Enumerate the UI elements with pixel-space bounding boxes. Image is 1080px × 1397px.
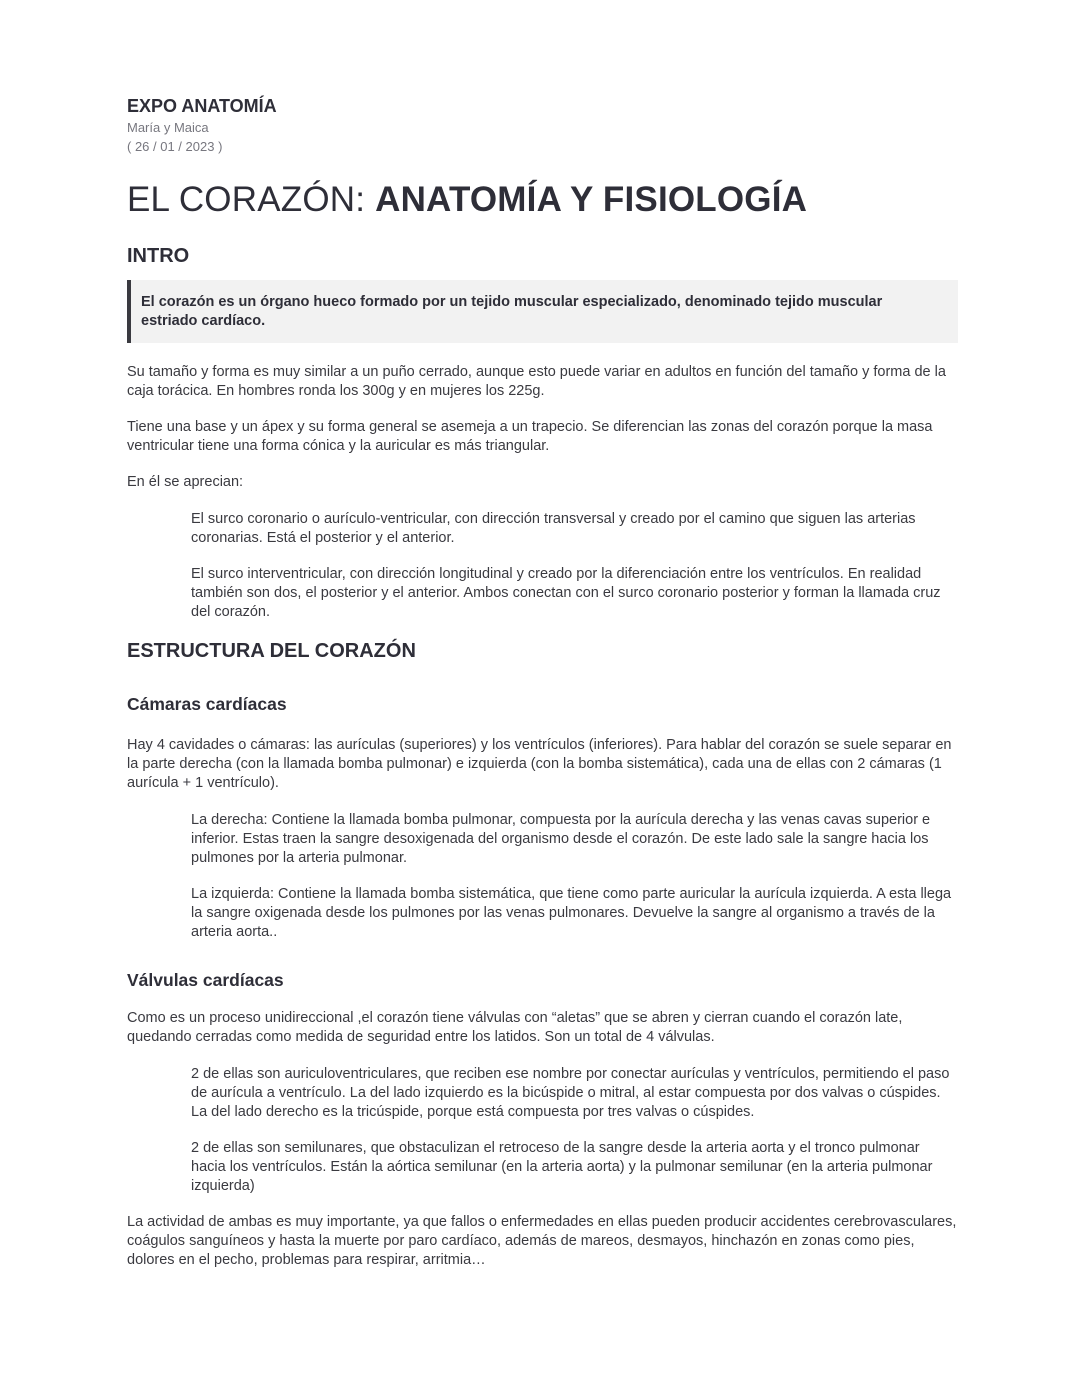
intro-heading: INTRO	[127, 245, 190, 267]
page-title-light: EL CORAZÓN:	[127, 180, 366, 219]
valvulas-list-item-2: 2 de ellas son semilunares, que obstaculizan el retroceso de la sangre desde la arteria aorta y el tronco pulmonar hacia los ventrículos. Están la aórtica semilunar (en la arteria aorta) y la pulmonar semilunar (en la arteria pulmonar izquierda)	[191, 1140, 933, 1194]
page-title-bold: ANATOMÍA Y FISIOLOGÍA	[375, 180, 808, 219]
intro-paragraph-1: Su tamaño y forma es muy similar a un puño cerrado, aunque esto puede variar en adultos en función del tamaño y forma de la caja torácica. En hombres ronda los 300g y en mujeres los 225g.	[127, 364, 946, 399]
intro-list-item-2: El surco interventricular, con dirección longitudinal y creado por la diferenciación entre los ventrículos. En realidad también son dos, el posterior y el anterior. Ambos conectan con el surco coronario posterior y forman la llamada cruz del corazón.	[191, 566, 941, 620]
camaras-list-item-1: La derecha: Contiene la llamada bomba pulmonar, compuesta por la aurícula derecha y las venas cavas superior e inferior. Estas traen la sangre desoxigenada del organismo desde el corazón. De este lado sale la sangre hacia los pulmones por la arteria pulmonar.	[191, 812, 931, 866]
intro-paragraph-3: En él se aprecian:	[127, 474, 244, 490]
valvulas-paragraph-2: La actividad de ambas es muy importante, ya que fallos o enfermedades en ellas pueden producir accidentes cerebrovasculares, coágulos sanguíneos y hasta la muerte por paro cardíaco, además de mareos, desmayos, hinchazón en zonas como pies, dolores en el pecho, problemas para respirar, arritmia…	[127, 1214, 957, 1268]
camaras-heading: Cámaras cardíacas	[127, 694, 287, 714]
intro-callout: El corazón es un órgano hueco formado por un tejido muscular especializado, denominado tejido muscular estriado cardíaco.	[127, 280, 958, 343]
expo-title: EXPO ANATOMÍA	[127, 96, 277, 116]
estructura-heading: ESTRUCTURA DEL CORAZÓN	[127, 640, 416, 662]
intro-paragraph-2: Tiene una base y un ápex y su forma general se asemeja a un trapecio. Se diferencian las zonas del corazón porque la masa ventricular tiene una forma cónica y la auricular es más triangular.	[127, 419, 933, 454]
authors: María y Maica	[127, 120, 209, 135]
camaras-list-item-2: La izquierda: Contiene la llamada bomba sistemática, que tiene como parte auricular la aurícula izquierda. A esta llega la sangre oxigenada desde los pulmones por las venas pulmonares. Devuelve la sangre al organismo a través de la arteria aorta..	[191, 886, 952, 940]
date: ( 26 / 01 / 2023 )	[127, 139, 223, 154]
page-title	[127, 178, 958, 222]
valvulas-paragraph-1: Como es un proceso unidireccional ,el corazón tiene válvulas con “aletas” que se abren y cierran cuando el corazón late, quedando cerradas como medida de seguridad entre los latidos. Son un total de 4 válvulas.	[127, 1010, 903, 1045]
intro-list-item-1: El surco coronario o aurículo-ventricular, con dirección transversal y creado por el camino que siguen las arterias coronarias. Está el posterior y el anterior.	[191, 511, 916, 546]
camaras-paragraph: Hay 4 cavidades o cámaras: las aurículas (superiores) y los ventrículos (inferiores). Para hablar del corazón se suele separar en la parte derecha (con la llamada bomba pulmonar) e izquierda (con la bomba sistemática), cada una de ellas con 2 cámaras (1 aurícula + 1 ventrículo).	[127, 737, 952, 791]
valvulas-list-item-1: 2 de ellas son auriculoventriculares, que reciben ese nombre por conectar aurículas y ventrículos, permitiendo el paso de aurícula a ventrículo. La del lado izquierdo es la bicúspide o mitral, al estar compuesta por dos valvas o cúspides. La del lado derecho es la tricúspide, porque está compuesta por tres valvas o cúspides.	[191, 1066, 950, 1120]
valvulas-heading: Válvulas cardíacas	[127, 970, 284, 990]
